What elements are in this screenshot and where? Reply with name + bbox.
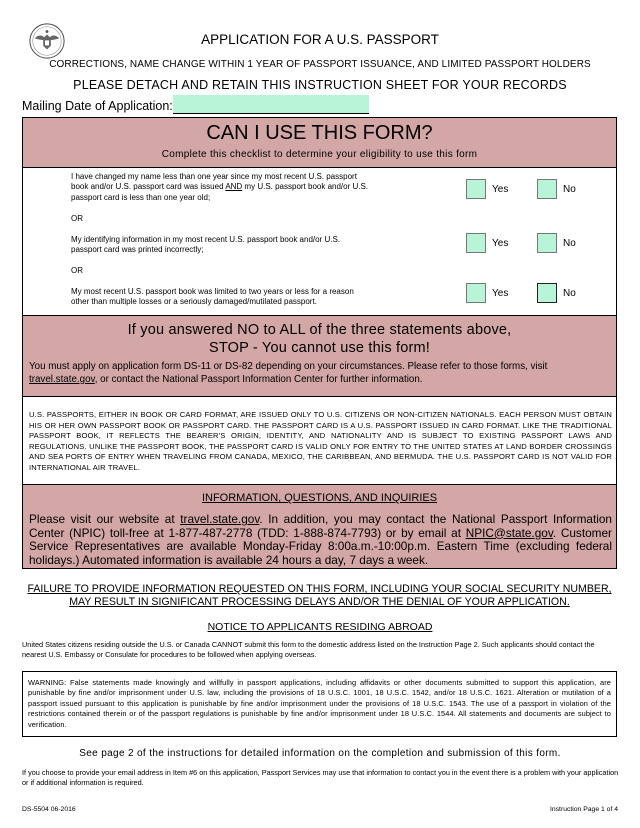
- yes-label: Yes: [492, 288, 509, 299]
- no-label: No: [563, 288, 576, 299]
- statement-2-yes-checkbox[interactable]: [466, 233, 486, 253]
- statement-1: I have changed my name less than one year since my most recent U.S. passport book and/or U.S. passport card was issued AND my U.S. passport book and/or U.S. passport card is less than one year old;: [71, 172, 369, 202]
- see-page-note: See page 2 of the instructions for detailed information on the completion and submission of this form.: [79, 748, 561, 759]
- inquiries-title: INFORMATION, QUESTIONS, AND INQUIRIES: [201, 492, 438, 504]
- statement-1-yes-checkbox[interactable]: [466, 179, 486, 199]
- statement-1-no-checkbox[interactable]: [537, 179, 557, 199]
- yes-label: Yes: [492, 184, 509, 195]
- mailing-date-input[interactable]: [173, 95, 369, 114]
- travel-state-gov-link[interactable]: travel.state.gov: [29, 373, 95, 385]
- failure-notice: FAILURE TO PROVIDE INFORMATION REQUESTED ON THIS FORM, INCLUDING YOUR SOCIAL SECURITY NUMBER, MAY RESULT IN SIGNIFICANT PROCESSING DELAYS AND/OR THE DENIAL OF YOUR APPLICATION.: [27, 583, 612, 608]
- eligibility-subtitle: Complete this checklist to determine your eligibility to use this form: [161, 149, 478, 160]
- website-link[interactable]: travel.state.gov: [180, 512, 260, 526]
- abroad-notice-text: United States citizens residing outside the U.S. or Canada CANNOT submit this form to the domestic address listed on the Instruction Page 2. Such applicants should contact the nearest U.S. Embassy or Consulate for procedures to be followed when applying overseas.: [22, 640, 595, 659]
- stop-instructions: You must apply on application form DS-11 or DS-82 depending on your circumstances. Please refer to those forms, visit travel.state.gov, or contact the National Passport Information Center for further information.: [29, 361, 548, 385]
- or-label: OR: [71, 266, 83, 275]
- detach-notice: PLEASE DETACH AND RETAIN THIS INSTRUCTION SHEET FOR YOUR RECORDS: [73, 78, 567, 92]
- no-label: No: [563, 184, 576, 195]
- citizenship-notice-text: U.S. PASSPORTS, EITHER IN BOOK OR CARD FORMAT, ARE ISSUED ONLY TO U.S. CITIZENS OR NON-CITIZEN NATIONALS. EACH PERSON MUST OBTAIN HIS OR HER OWN PASSPORT BOOK OR PASSPORT CARD. THE PASSPORT CARD IS A U.S. PASSPORT ISSUED IN CARD FORMAT. LIKE THE TRADITIONAL PASSPORT BOOK, IT REFLECTS THE BEARER'S ORIGIN, IDENTITY, AND NATIONALITY AND IS SUBJECT TO EXISTING PASSPORT LAWS AND REGULATIONS. UNLIKE THE PASSPORT BOOK, THE PASSPORT CARD IS VALID ONLY FOR ENTRY TO THE UNITED STATES AT LAND BORDER CROSSINGS AND SEA PORTS OF ENTRY WHEN TRAVELING FROM CANADA, MEXICO, THE CARIBBEAN, AND BERMUDA. THE U.S. PASSPORT CARD IS NOT VALID FOR INTERNATIONAL AIR TRAVEL.: [29, 410, 612, 472]
- yes-label: Yes: [492, 238, 509, 249]
- email-link[interactable]: NPIC@state.gov: [465, 525, 553, 540]
- no-label: No: [563, 238, 576, 249]
- eligibility-title: CAN I USE THIS FORM?: [206, 122, 433, 144]
- stop-title: If you answered NO to ALL of the three statements above, STOP - You cannot use this form!: [127, 322, 512, 356]
- form-id: DS-5504 06-2016: [22, 806, 76, 813]
- mailing-date-label: Mailing Date of Application:: [22, 99, 173, 113]
- statement-2: My identifying information in my most recent U.S. passport book and/or U.S. passport card was printed incorrectly;: [71, 235, 341, 255]
- stop-section: [23, 316, 616, 397]
- inquiries-text: Please visit our website at travel.state.gov. In addition, you may contact the National Passport Information Center (NPIC) toll-free at 1-877-487-2778 (TDD: 1-888-874-7793) or by email at NPIC@state.gov. Customer Service Representatives are available Monday-Friday 8:00a.m.-10:00p.m. Eastern Time (excluding federal holidays.) Automated information is available 24 hours a day, 7 days a week.: [29, 512, 612, 567]
- form-title: APPLICATION FOR A U.S. PASSPORT: [201, 32, 439, 47]
- email-note: If you choose to provide your email address in Item #6 on this application, Passport Services may use that information to contact you in the event there is a problem with your application or if additional information is required.: [22, 768, 619, 787]
- statement-3-no-checkbox[interactable]: [537, 283, 557, 303]
- statement-3: My most recent U.S. passport book was limited to two years or less for a reason other than multiple losses or a seriously damaged/mutilated passport.: [71, 287, 354, 307]
- statement-3-yes-checkbox[interactable]: [466, 283, 486, 303]
- form-subtitle: CORRECTIONS, NAME CHANGE WITHIN 1 YEAR OF PASSPORT ISSUANCE, AND LIMITED PASSPORT HOLDERS: [49, 59, 591, 70]
- inquiries-section: [23, 485, 616, 568]
- eligibility-checklist: [23, 168, 616, 316]
- citizenship-notice: [23, 397, 616, 485]
- abroad-notice-title: NOTICE TO APPLICANTS RESIDING ABROAD: [207, 621, 433, 633]
- page-number: Instruction Page 1 of 4: [549, 806, 618, 813]
- warning-text: WARNING: False statements made knowingly and willfully in passport applications, including affidavits or other documents submitted to support this application, are punishable by fine and/or imprisonment under U.S. law, including the provisions of 18 U.S.C. 1001, 18 U.S.C. 1542, and/or 18 U.S.C. 1621. Alteration or mutilation of a passport issued pursuant to this application is punishable by fine and/or imprisonment under the provisions of 18 U.S.C. 1543. The use of a passport in violation of the restrictions contained therein or of the passport regulations is punishable by fine and/or imprisonment under 18 U.S.C. 1544. All statements and documents are subject to verification.: [28, 678, 611, 729]
- eligibility-header: [23, 118, 616, 168]
- statement-2-no-checkbox[interactable]: [537, 233, 557, 253]
- or-label: OR: [71, 214, 83, 223]
- warning-box: [22, 671, 617, 737]
